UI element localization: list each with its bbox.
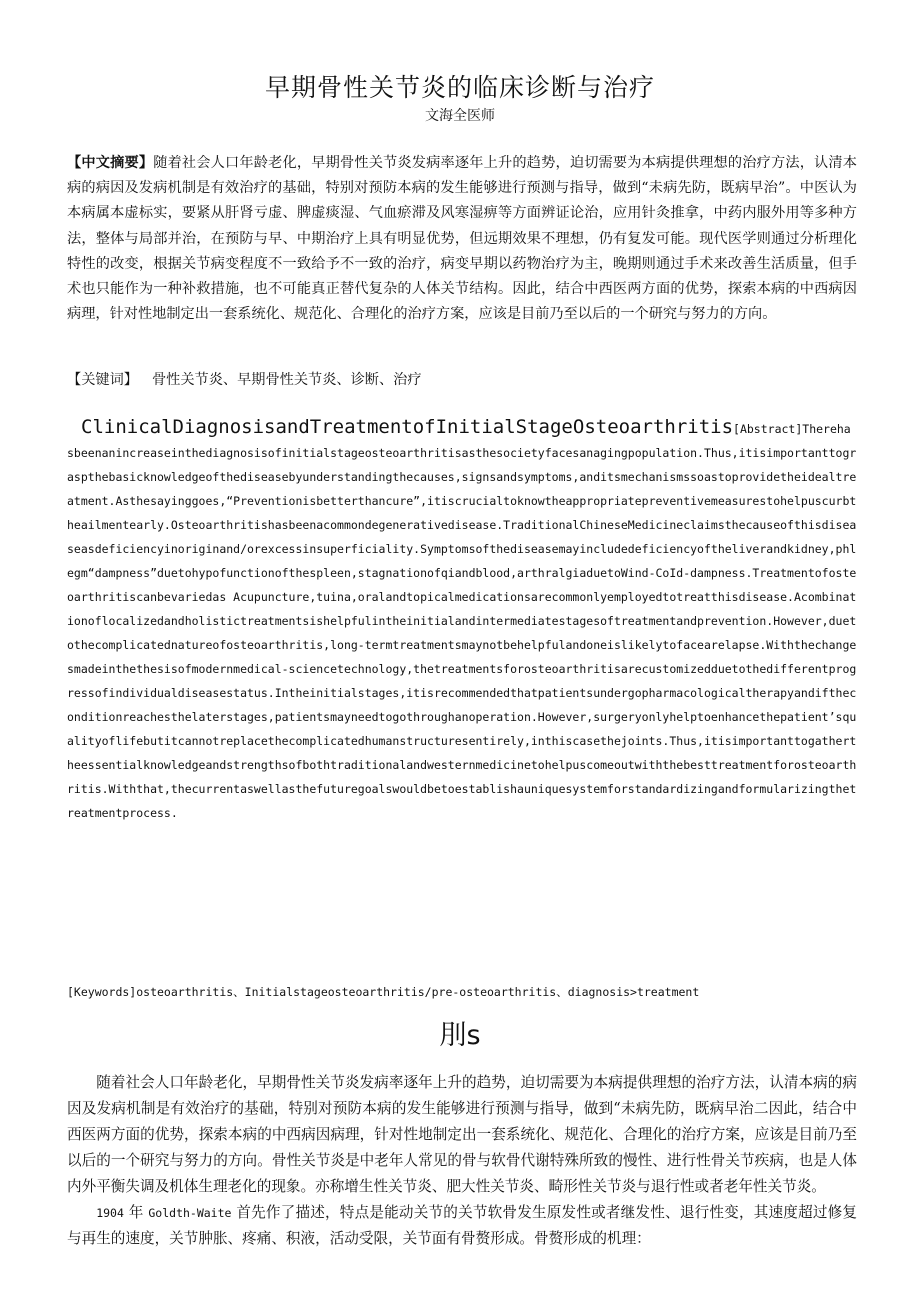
chinese-keywords-label: 【关键词】	[67, 372, 138, 388]
body-paragraph-1: 随着社会人口年龄老化，早期骨性关节炎发病率逐年上升的趋势，迫切需要为本病提供理想的治疗方法，认清本病的病因及发病机制是有效治疗的基础，特别对预防本病的发生能够进行预测与指导，做到“未病先防，既病早治二因此，结合中西医两方面的优势，探索本病的中西病因病理，针对性地制定出一套系统化、规范化、合理化的治疗方案，应该是目前乃至以后的一个研究与努力的方向。骨性关节炎是中老年人常见的骨与软骨代谢特殊所致的慢性、进行性骨关节疾病，也是人体内外平衡失调及机体生理老化的现象。亦称增生性关节炎、肥大性关节炎、畸形性关节炎与退行性或者老年性关节炎。	[67, 1074, 857, 1195]
body-text	[67, 1070, 857, 1252]
english-title: ClinicalDiagnosisandTreatmentofInitialStageOsteoarthritis	[81, 416, 734, 438]
document-title: 早期骨性关节炎的临床诊断与治疗	[264, 73, 655, 102]
chinese-abstract	[67, 151, 857, 327]
english-abstract-text: [Abstract]Therehasbeenanincreaseinthediagnosisofinitialstageosteoarthritisasthesocietyfacesanagingpopulation.Thus,itisimportanttograspthebasicknowledgeofthediseasebyunderstandingthecauses,signsandsymptoms,anditsmechanismssoastoprovidetheidealtreatment.Asthesayinggoes,“Preventionisbetterthancure”,itiscrucialtoknowtheappropriatepreventivemeasurestohelpuscurbtheailmentearly.Osteoarthritishasbeenacommondegenerativedisease.TraditionalChineseMedicineclaimsthecauseofthisdiseaseasdeficiencyinoriginand/orexcessinsuperficiality.Symptomsofthediseasemayincludedeficiencyoftheliverandkidney,phlegm“dampness”duetohypofunctionofthespleen,stagnationofqiandblood,arthralgiaduetoWind-CoId-dampness.Treatmentofosteoarthritiscanbevariedas Acupuncture,tuina,oralandtopicalmedicationsarecommonlyemployedtotreatthisdisease.Acombinationoflocalizedandholistictreatmentsishelpfulintheinitialandintermediatestagesoftreatmentandprevention.However,duetothecomplicatednatureofosteoarthritis,long-termtreatmentsmaynotbehelpfulandoneislikelytofacearelapse.Withthechangesmadeinthethesisofmodernmedical-sciencetechnology,thetreatmentsforosteoarthritisarecustomizedduetothedifferentprogressofindividualdiseasestatus.Intheinitialstages,itisrecommendedthatpatientsundergopharmacologicaltherapyandiftheconditionreachesthelaterstages,patientsmayneedtogothroughanoperation.However,surgeryonlyhelptoenhancethepatient’squalityoflifebutitcannotreplacethecomplicatedhumanstructuresentirely,inthiscasethejoints.Thus,itisimportanttogathertheessentialknowledgeandstrengthsofbothtraditionalandwesternmedicinetohelpuscomeoutwiththebesttreatmentforosteoarthritis.Withthat,thecurrentaswellasthefuturegoalswouldbetoestablishauniquesystemforstandardizingandformularizingthetreatmentprocess.	[67, 422, 857, 820]
body-year-suffix: 年	[128, 1204, 144, 1221]
chinese-keywords-text: 骨性关节炎、早期骨性关节炎、诊断、治疗	[151, 372, 422, 388]
section-heading: 刖s	[439, 1020, 481, 1051]
english-keywords: [Keywords]osteoarthritis、Initialstageosteoarthritis/pre-osteoarthritis、diagnosis>treatment	[67, 985, 700, 999]
chinese-abstract-text: 随着社会人口年龄老化，早期骨性关节炎发病率逐年上升的趋势，迫切需要为本病提供理想的治疗方法，认清本病的病因及发病机制是有效治疗的基础，特别对预防本病的发生能够进行预测与指导，做到“未病先防，既病早治”。中医认为本病属本虚标实，要紧从肝肾亏虚、脾虚痰湿、气血瘀滞及风寒湿痹等方面辨证论治，应用针灸推拿，中药内服外用等多种方法，整体与局部并治，在预防与早、中期治疗上具有明显优势，但远期效果不理想，仍有复发可能。现代医学则通过分析理化特性的改变，根据关节病变程度不一致给予不一致的治疗，病变早期以药物治疗为主，晚期则通过手术来改善生活质量，但手术也只能作为一种补救措施，也不可能真正替代复杂的人体关节结构。因此，结合中西医两方面的优势，探索本病的中西病因病理，针对性地制定出一套系统化、规范化、合理化的治疗方案，应该是目前乃至以后的一个研究与努力的方向。	[67, 155, 857, 323]
chinese-abstract-label: 【中文摘要】	[67, 155, 154, 171]
body-person-name: Goldth-Waite	[148, 1206, 232, 1220]
body-paragraph-2-text: 首先作了描述，特点是能动关节的关节软骨发生原发性或者继发性、退行性变，其速度超过修复与再生的速度，关节肿胀、疼痛、积液，活动受限，关节面有骨赘形成。骨赘形成的机理：	[67, 1204, 858, 1247]
body-paragraph-2	[67, 1200, 857, 1252]
author-line: 文海全医师	[425, 108, 495, 124]
body-year: 1904	[96, 1206, 124, 1220]
english-abstract	[67, 415, 857, 825]
chinese-keywords	[67, 367, 857, 393]
